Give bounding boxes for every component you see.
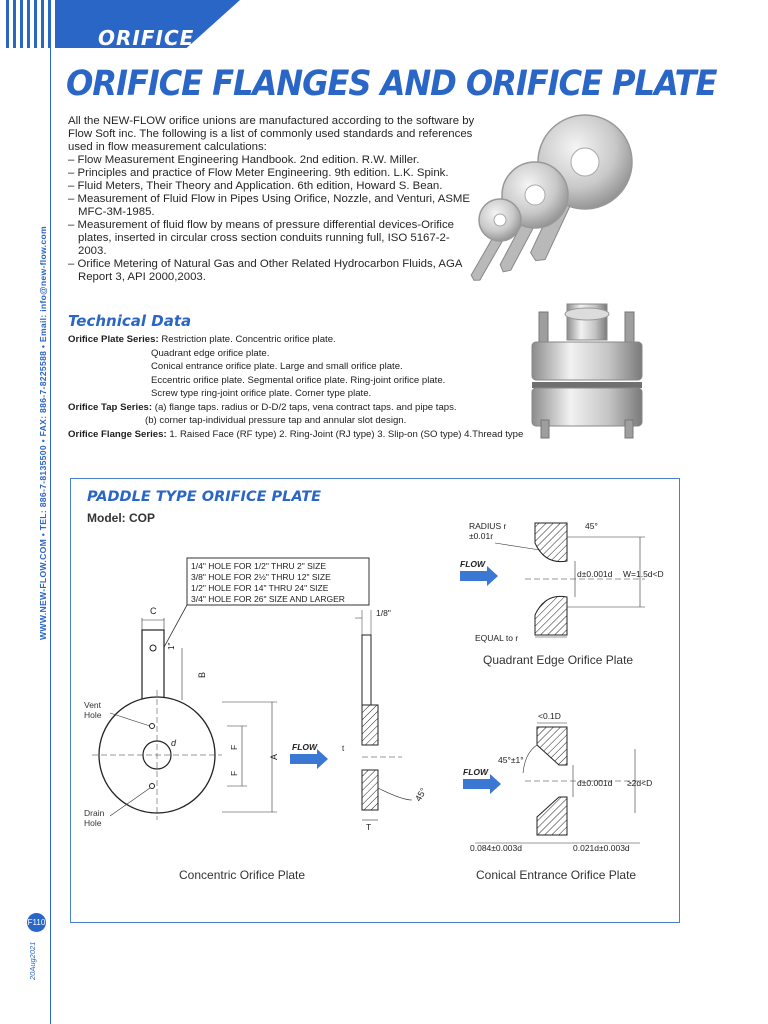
hole-size-row: 3/4" HOLE FOR 26" SIZE AND LARGER bbox=[191, 594, 345, 604]
flow-label: FLOW bbox=[460, 559, 486, 569]
conical-entrance-caption: Conical Entrance Orifice Plate bbox=[476, 868, 637, 882]
conical-ge-dim: ≥2d<D bbox=[627, 778, 653, 788]
reference-item: – Orifice Metering of Natural Gas and Other Related Hydrocarbon Fluids, AGA Report 3, API 2000,2003. bbox=[68, 258, 462, 283]
tap-series-line: (b) corner tap-individual pressure tap and annular slot design. bbox=[145, 415, 407, 426]
flow-arrow-icon bbox=[463, 774, 501, 794]
dim-b: B bbox=[197, 671, 207, 678]
reference-item: – Principles and practice of Flow Meter Engineering. 9th edition. L.K. Spink. bbox=[68, 167, 449, 179]
plate-series-label: Orifice Plate Series: bbox=[68, 334, 159, 345]
paddle-plate-title: PADDLE TYPE ORIFICE PLATE bbox=[87, 489, 322, 505]
flow-label: FLOW bbox=[292, 742, 318, 752]
plate-series-line: Quadrant edge orifice plate. bbox=[151, 347, 270, 359]
orifice-flange-photo bbox=[527, 302, 647, 442]
flange-series-label: Orifice Flange Series: bbox=[68, 428, 167, 440]
hole-size-row: 1/2" HOLE FOR 14" THRU 24" SIZE bbox=[191, 583, 329, 593]
technical-data-list bbox=[68, 333, 524, 441]
dim-t-big: T bbox=[366, 822, 372, 832]
header-stripes bbox=[0, 0, 62, 48]
margin-rule bbox=[50, 0, 51, 1024]
flow-label: FLOW bbox=[463, 767, 489, 777]
orifice-plates-photo bbox=[470, 100, 655, 290]
hole-size-row: 1/4" HOLE FOR 1/2" THRU 2" SIZE bbox=[191, 561, 327, 571]
drain-hole-label: Drain bbox=[84, 808, 105, 818]
dim-f: F bbox=[229, 770, 239, 776]
intro-paragraph: All the NEW-FLOW orifice unions are manufactured according to the software by Flow Soft inc. The following is a list of commonly used standards and references used in flow measurement calculations: bbox=[68, 115, 475, 153]
dim-angle: 45° bbox=[413, 786, 429, 803]
flow-arrow-icon bbox=[290, 749, 328, 769]
tap-series-label: Orifice Tap Series: bbox=[68, 401, 153, 413]
flow-arrow-icon bbox=[460, 566, 498, 586]
quadrant-angle: 45° bbox=[585, 521, 598, 531]
dim-f: F bbox=[229, 744, 239, 750]
reference-list bbox=[68, 154, 478, 284]
reference-item: – Fluid Meters, Their Theory and Application. 6th edition, Howard S. Bean. bbox=[68, 180, 443, 192]
vent-hole-label: Vent bbox=[84, 700, 102, 710]
technical-data-heading: Technical Data bbox=[68, 312, 192, 330]
concentric-plate-caption: Concentric Orifice Plate bbox=[179, 868, 306, 882]
quadrant-edge-caption: Quadrant Edge Orifice Plate bbox=[483, 653, 634, 667]
dim-c: C bbox=[150, 606, 157, 616]
page-number: F110 bbox=[27, 913, 46, 932]
dim-t-small: t bbox=[342, 744, 345, 753]
dim-one-inch: 1" bbox=[167, 642, 176, 650]
flange-series-line: 1. Raised Face (RF type) 2. Ring-Joint (RJ type) 3. Slip-on (SO type) 4.Thread type bbox=[169, 428, 524, 440]
section-label: ORIFICE bbox=[98, 26, 195, 50]
reference-item: – Flow Measurement Engineering Handbook. 2nd edition. R.W. Miller. bbox=[68, 154, 420, 166]
model-label: Model: COP bbox=[87, 511, 155, 525]
quadrant-edge-drawing bbox=[455, 515, 670, 650]
drain-hole-label: Hole bbox=[84, 818, 102, 828]
w-dimension: W=1.5d<D bbox=[623, 569, 664, 579]
vent-hole-label: Hole bbox=[84, 710, 102, 720]
revision-date: 20Aug2021 bbox=[28, 941, 37, 980]
reference-item: – Measurement of Fluid Flow in Pipes Using Orifice, Nozzle, and Venturi, ASME MFC-3M-1985. bbox=[68, 193, 471, 218]
conical-angle: 45°±1° bbox=[498, 755, 524, 765]
reference-item: – Measurement of fluid flow by means of pressure differential devices-Orifice plates, inserted in circular cross section conduits running full, ISO 5167-2-2003. bbox=[68, 219, 454, 257]
equal-label: EQUAL to r bbox=[475, 633, 519, 643]
concentric-plate-drawing bbox=[72, 550, 442, 850]
plate-series-line: Eccentric orifice plate. Segmental orifice plate. Ring-joint orifice plate. bbox=[151, 374, 446, 386]
plate-series-line: Restriction plate. Concentric orifice plate. bbox=[161, 334, 336, 345]
radius-tolerance: ±0.01r bbox=[469, 531, 494, 541]
plate-series-line: Conical entrance orifice plate. Large and small orifice plate. bbox=[151, 361, 403, 372]
plate-series-line: Screw type ring-joint orifice plate. Corner type plate. bbox=[151, 388, 372, 399]
hole-size-row: 3/8" HOLE FOR 2½" THRU 12" SIZE bbox=[191, 572, 331, 582]
conical-top-dim: <0.1D bbox=[538, 711, 561, 721]
dim-eighth: 1/8" bbox=[376, 608, 391, 618]
conical-bottom-right: 0.021d±0.003d bbox=[573, 843, 630, 853]
d-tolerance: d±0.001d bbox=[577, 569, 613, 579]
conical-d-tolerance: d±0.001d bbox=[577, 778, 613, 788]
radius-label: RADIUS r bbox=[469, 521, 507, 531]
conical-entrance-drawing bbox=[455, 705, 670, 855]
dim-d: d bbox=[171, 738, 177, 748]
tap-series-line: (a) flange taps. radius or D-D/2 taps, vena contract taps. and pipe taps. bbox=[154, 401, 457, 413]
conical-bottom-left: 0.084±0.003d bbox=[470, 843, 522, 853]
dim-a: A bbox=[269, 753, 279, 760]
contact-info: WWW.NEW-FLOW.COM • TEL: 886-7-8135500 • FAX: 886-7-8225588 • Email: info@new-flow.com bbox=[38, 226, 48, 640]
page-title: ORIFICE FLANGES AND ORIFICE PLATE bbox=[66, 64, 717, 104]
intro-text bbox=[68, 115, 478, 284]
